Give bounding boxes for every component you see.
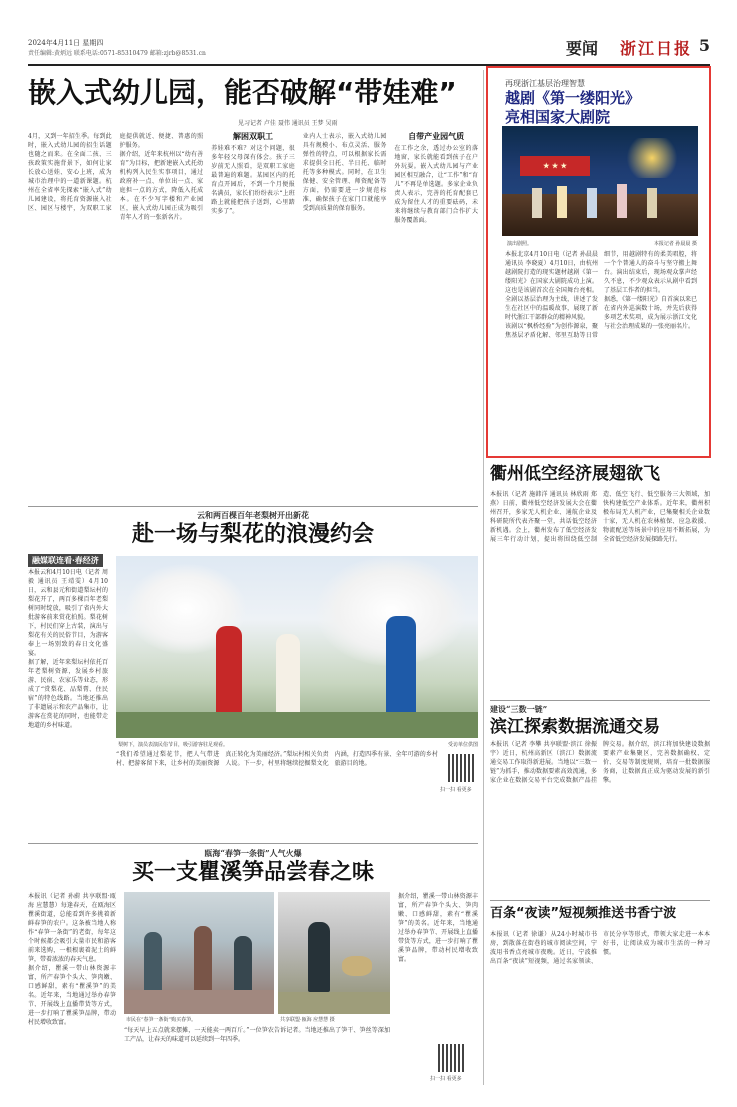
date-line: 2024年4月11日 星期四 (28, 39, 104, 47)
section-name: 要闻 (565, 39, 598, 58)
boxed-article (505, 78, 697, 448)
data-body (490, 740, 710, 892)
page-header (28, 36, 710, 66)
pear-article (28, 510, 478, 835)
bamboo-photo-2 (278, 892, 390, 1014)
page-number: 5 (698, 36, 710, 55)
pear-para: 本报云和4月10日电（记者 周毅 通讯员 王靖雯）4月10日，云和县元和街道梨坛村的梨花开了，两百多棵百年老梨树同时绽放，吸引了省内外大批游客前来赏花拍照。梨花树下，村民们穿上古装，演出与梨花有关的民俗节目，为游客奉上一场别致的春日文化盛宴。 (28, 569, 108, 657)
bamboo-para: “每天早上五点就来摆摊，一天能卖一两百斤。”一位笋农告诉记者。当地还推出了笋干、笋丝等深加工产品，让春天的味道可以延续到一年四季。 (124, 1027, 390, 1043)
pear-photo-caption: 梨树下，演员表演民俗节目，吸引游客驻足观看。 (118, 742, 229, 748)
boxed-para: 据悉，《第一缕阳光》自首演以来已在省内外巡演数十场，并先后获得多项艺术奖项，成为展示浙江文化与社会治理成果的一张亮丽名片。 (604, 296, 697, 330)
bamboo-title: 买一支瞿溪笋品尝春之味 (131, 860, 374, 885)
lead-title: 嵌入式幼儿园，能否破解“带娃难” (28, 76, 457, 109)
section-divider (490, 700, 710, 701)
pear-qr-label: 扫一扫 看更多 (440, 787, 472, 793)
bamboo-photo-1-caption: 市民在“春笋一条街”购买春笋。 (126, 1017, 197, 1023)
lead-subhead: 自带产业园气质 (408, 132, 465, 141)
lead-article (28, 76, 478, 501)
lead-subhead: 解困双职工 (232, 132, 273, 141)
pear-photo (116, 556, 478, 738)
ningbo-title: 百条“夜读”短视频推送书香宁波 (490, 906, 677, 921)
bamboo-photo-1 (124, 892, 274, 1014)
data-kicker: 建设“三数一链” (490, 704, 548, 714)
boxed-title-2: 亮相国家大剧院 (505, 108, 611, 126)
pear-kicker: 云和两百棵百年老梨树开出新花 (197, 510, 309, 520)
quzhou-para: 本报讯（记者 施韩洋 通讯员 林欣雨 郑燕）日前，衢州低空经济发展大会在衢州召开，多家无人机企业、通航企业及科研院所代表齐聚一堂，共话低空经济新机遇。会上，衢州发布了低空经济发展三年行动计划，提出将围绕低空制造、低空飞行、低空服务三大领域，加快构建低空产业体系。近年来，衢州积极布局无人机产业，已集聚相关企业数十家，无人机在农林植保、应急救援、物流配送等场景中的应用不断拓展，为全省低空经济发展探路先行。 (490, 491, 710, 543)
data-para: 本报讯（记者 李攀 共享联盟·滨江 徐振宇）近日，杭州高新区（滨江）数据流通交易工作取得新进展。当地以“三数一链”为抓手，推动数据要素高效流通，多家企业在数据交易平台完成数据产品挂牌交易。据介绍，滨江将加快建设数据要素产业集聚区，完善数据确权、定价、交易等制度规则，培育一批数据服务商，让数据真正成为驱动发展的新引擎。 (490, 741, 710, 784)
bamboo-para: 据介绍，瞿溪一带山林资源丰富，所产春笋个头大、笋肉嫩、口感鲜甜，素有“瞿溪笋”的美名。近年来，当地通过举办春笋节、开展线上直播带货等方式，进一步打响了瞿溪笋品牌，带动村民增收致富。 (398, 893, 478, 963)
pear-photo-credit: 受访单位供图 (447, 742, 478, 748)
column-divider (483, 70, 484, 1085)
section-divider (28, 843, 478, 844)
lead-body (28, 132, 478, 497)
lead-para: 业内人士表示，嵌入式幼儿园具有规模小、布点灵活、服务弹性的特点，可以根据家长需求提供全日托、半日托、临时托等多种模式。同时，在卫生保健、安全管理、师资配备等方面，仍需要进一步规范标准，确保孩子在家门口就能享受到高质量的保育服务。 (302, 133, 387, 212)
quzhou-body (490, 490, 710, 695)
data-title: 滨江探索数据流通交易 (490, 717, 660, 737)
bamboo-kicker: 瓯海“春笋一条街”人气火爆 (204, 848, 302, 858)
lead-para: 据介绍，近年来杭州以“幼有善育”为目标，把新建嵌入式托幼机构列入民生实事项目，通过政府补一点、单位出一点、家庭担一点的方式，降低入托成本。在不少写字楼和产业园区，嵌入式幼儿园正成为吸引青年人才的一张新名片。 (119, 151, 204, 221)
lead-para: 养娃难不难？对这个问题，很多年轻父母深有体会。孩子三岁前无人照看，是双职工家庭最普遍的难题。某园区内的托育点开园后，不到一个月便报名满员，家长们纷纷表示“上班路上就能把孩子送到，心里踏实多了”。 (211, 145, 295, 215)
lead-para: 在工作之余，透过办公室的落地窗，家长就能看到孩子在户外玩耍。嵌入式幼儿园与产业园区相互融合，让“工作”和“育儿”不再是单选题。多家企业负责人表示，完善的托育配套已成为留住人才的重要砝码，未来将继续与教育部门合作扩大服务覆盖面。 (394, 145, 478, 224)
pear-qr-code[interactable] (448, 754, 476, 782)
boxed-para: 该剧以“枫桥经验”为创作源泉，聚焦基层矛盾化解、邻里互助等日常细节，用越剧特有的柔美唱腔，将一个个普通人的奋斗与坚守搬上舞台。演出结束后，现场观众掌声经久不息，不少观众表示从剧中看到了基层工作者的担当。 (505, 251, 697, 339)
bamboo-para: 据介绍，瞿溪一带山林资源丰富，所产春笋个头大、笋肉嫩、口感鲜甜，素有“瞿溪笋”的美名。近年来，当地通过举办春笋节、开展线上直播带货等方式，进一步打响了瞿溪笋品牌，带动村民增收致富。 (28, 965, 116, 1026)
pear-para: 据了解，近年来梨坛村依托百年老梨树资源，发展乡村旅游、民宿、农家乐等业态，形成了“赏梨花、品梨膏、住民宿”的特色线路。当地还推出了非遗展示和农产品集市，让游客在赏花的同时，也能带走地道的乡村味道。 (28, 659, 108, 729)
stage-photo-caption: 演出剧照。 (507, 241, 533, 247)
bamboo-qr-label: 扫一扫 看更多 (430, 1076, 462, 1082)
boxed-title-1: 越剧《第一缕阳光》 (505, 89, 641, 107)
boxed-para: 本报北京4月10日电（记者 孙晨晨 通讯员 李晓夏）4月10日，由杭州越剧院打造的现实题材越剧《第一缕阳光》在国家大剧院成功上演。这也是该剧首次在全国舞台亮相。全剧以基层治理为主线，讲述了发生在社区中的温暖故事，展现了新时代浙江干部群众的精神风貌。 (505, 251, 598, 321)
quzhou-article (490, 462, 710, 697)
boxed-kicker: 再现浙江基层治理智慧 (505, 79, 585, 88)
bamboo-body-right (398, 892, 478, 1042)
bamboo-para: 本报讯（记者 孙蔚 共享联盟·瓯海 应慧慧）每逢春天，在瓯海区瞿溪街道，总能看到许多挑着新鲜春笋的农户。这条被当地人称作“春笋一条街”的老街，每年这个时候都会吸引大量市民和游客前来选购，一根根裹着泥土的鲜笋，带着浓浓的春天气息。 (28, 893, 116, 963)
lead-para: 4月，又到一年招生季。每到此时，嵌入式幼儿园的招生话题也随之而来。在全面二孩、三孩政策实施背景下，如何让家长放心送娃、安心上班，成为城市治理中的一道新课题。杭州在全省率先探索“嵌入式”幼儿园建设，将托育资源嵌入社区、园区与楼宇，为双职工家庭提供就近、便捷、普惠的照护服务。 (28, 133, 204, 212)
pear-para: “我们希望通过梨花节，把人气带进村、把游客留下来，让乡村的美丽资源真正转化为美丽经济。”梨坛村相关负责人说。下一步，村里将继续挖掘梨文化内涵，打造四季有景、全年可游的乡村旅游目的地。 (116, 751, 438, 767)
pear-title: 赴一场与梨花的浪漫约会 (131, 522, 374, 547)
bamboo-body-left (28, 892, 116, 1082)
ningbo-article (490, 904, 710, 1084)
stage-photo-credit: 本报记者 孙晨晨 摄 (653, 241, 697, 247)
paper-logo: 浙江日报 (619, 39, 692, 58)
section-divider (490, 900, 710, 901)
bamboo-photo-2-caption: 共享联盟·瓯海 应慧慧 摄 (280, 1017, 335, 1023)
pear-body-bottom (116, 750, 438, 832)
boxed-body (505, 250, 697, 445)
bamboo-body-mid (124, 1026, 390, 1082)
ningbo-para: 本报讯（记者 徐谦）从24小时城市书房，到散落在街巷的城市阅读空间，宁波用书香点亮城市夜晚。近日，宁波推出百条“夜读”短视频，通过名家领读、市民分享等形式，带领大家走进一本本好书，让阅读成为城市生活的一种习惯。 (490, 931, 710, 965)
bamboo-qr-code[interactable] (438, 1044, 466, 1072)
quzhou-title: 衢州低空经济展翅欲飞 (490, 464, 660, 484)
stage-photo: ★ ★ ★ (502, 126, 698, 236)
lead-byline: 见习记者 卢佳 聂伟 通讯员 王梦 吴雨 (238, 120, 338, 127)
pear-body-left (28, 568, 108, 833)
bamboo-article (28, 848, 478, 1084)
editor-line: 责任编辑:黄炳远 联系电话:0571-85310479 邮箱:zjrb@8531.cn (28, 50, 206, 57)
ningbo-body (490, 930, 710, 1082)
pear-label: 融媒联连看·春经济 (28, 554, 103, 567)
section-divider (28, 506, 478, 507)
data-article (490, 704, 710, 894)
